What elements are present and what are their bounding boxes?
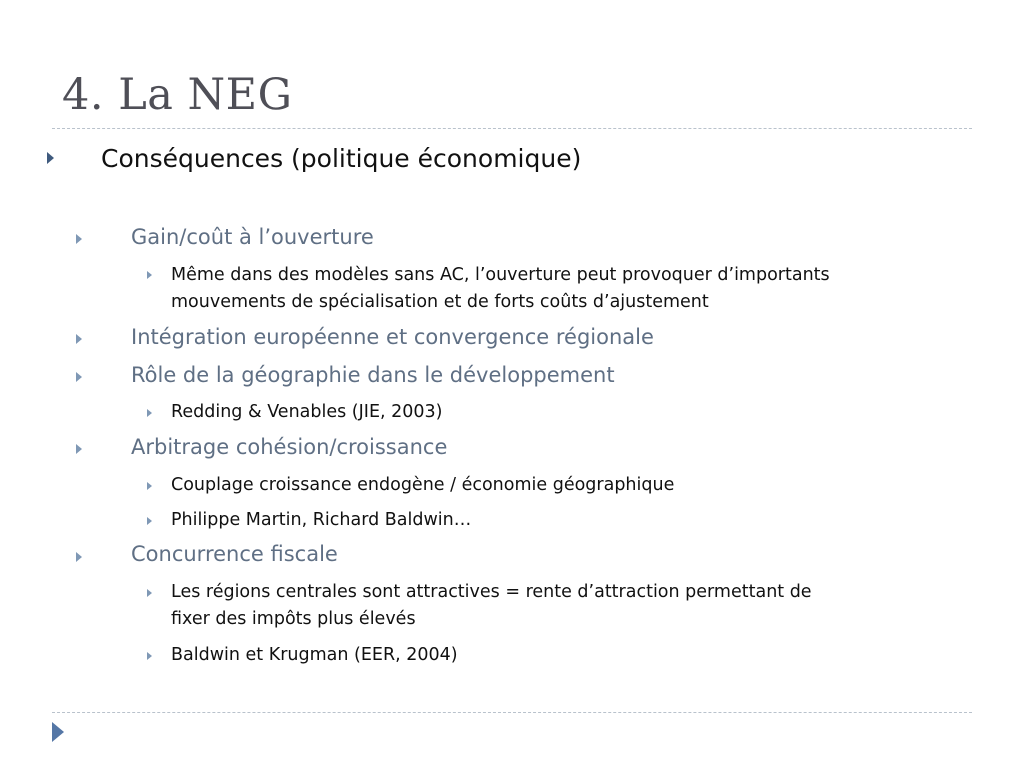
bullet-triangle-icon xyxy=(76,234,82,244)
subitem-text-continuation: mouvements de spécialisation et de forts coûts d’ajustement xyxy=(171,292,709,312)
subitem-text: Couplage croissance endogène / économie géographique xyxy=(171,475,675,495)
bullet-triangle-icon xyxy=(47,152,54,164)
bullet-triangle-icon xyxy=(147,271,152,279)
subitem-text: Redding & Venables (JIE, 2003) xyxy=(171,402,443,422)
bullet-triangle-icon xyxy=(147,517,152,525)
bullet-triangle-icon xyxy=(76,334,82,344)
item-label-integration: Intégration européenne et convergence régionale xyxy=(131,325,654,349)
title-divider xyxy=(52,128,972,129)
subitem-text: Les régions centrales sont attractives = rente d’attraction permettant de xyxy=(171,582,812,602)
bullet-triangle-icon xyxy=(147,482,152,490)
item-label-arbitrage: Arbitrage cohésion/croissance xyxy=(131,435,448,459)
subitem-text: Baldwin et Krugman (EER, 2004) xyxy=(171,645,458,665)
next-slide-icon[interactable] xyxy=(52,722,64,742)
bullet-triangle-icon xyxy=(76,552,82,562)
footer-divider xyxy=(52,712,972,713)
bullet-triangle-icon xyxy=(76,372,82,382)
bullet-triangle-icon xyxy=(147,409,152,417)
subitem-text: Philippe Martin, Richard Baldwin… xyxy=(171,510,472,530)
slide-title: 4. La NEG xyxy=(62,70,293,120)
item-label-concurrence: Concurrence fiscale xyxy=(131,542,338,566)
bullet-triangle-icon xyxy=(147,652,152,660)
item-label-geographie: Rôle de la géographie dans le développement xyxy=(131,363,615,387)
bullet-triangle-icon xyxy=(147,589,152,597)
subitem-text-continuation: fixer des impôts plus élevés xyxy=(171,609,416,629)
bullet-triangle-icon xyxy=(76,444,82,454)
item-label-ouverture: Gain/coût à l’ouverture xyxy=(131,225,374,249)
section-heading: Conséquences (politique économique) xyxy=(101,144,582,173)
subitem-text: Même dans des modèles sans AC, l’ouverture peut provoquer d’importants xyxy=(171,265,830,285)
